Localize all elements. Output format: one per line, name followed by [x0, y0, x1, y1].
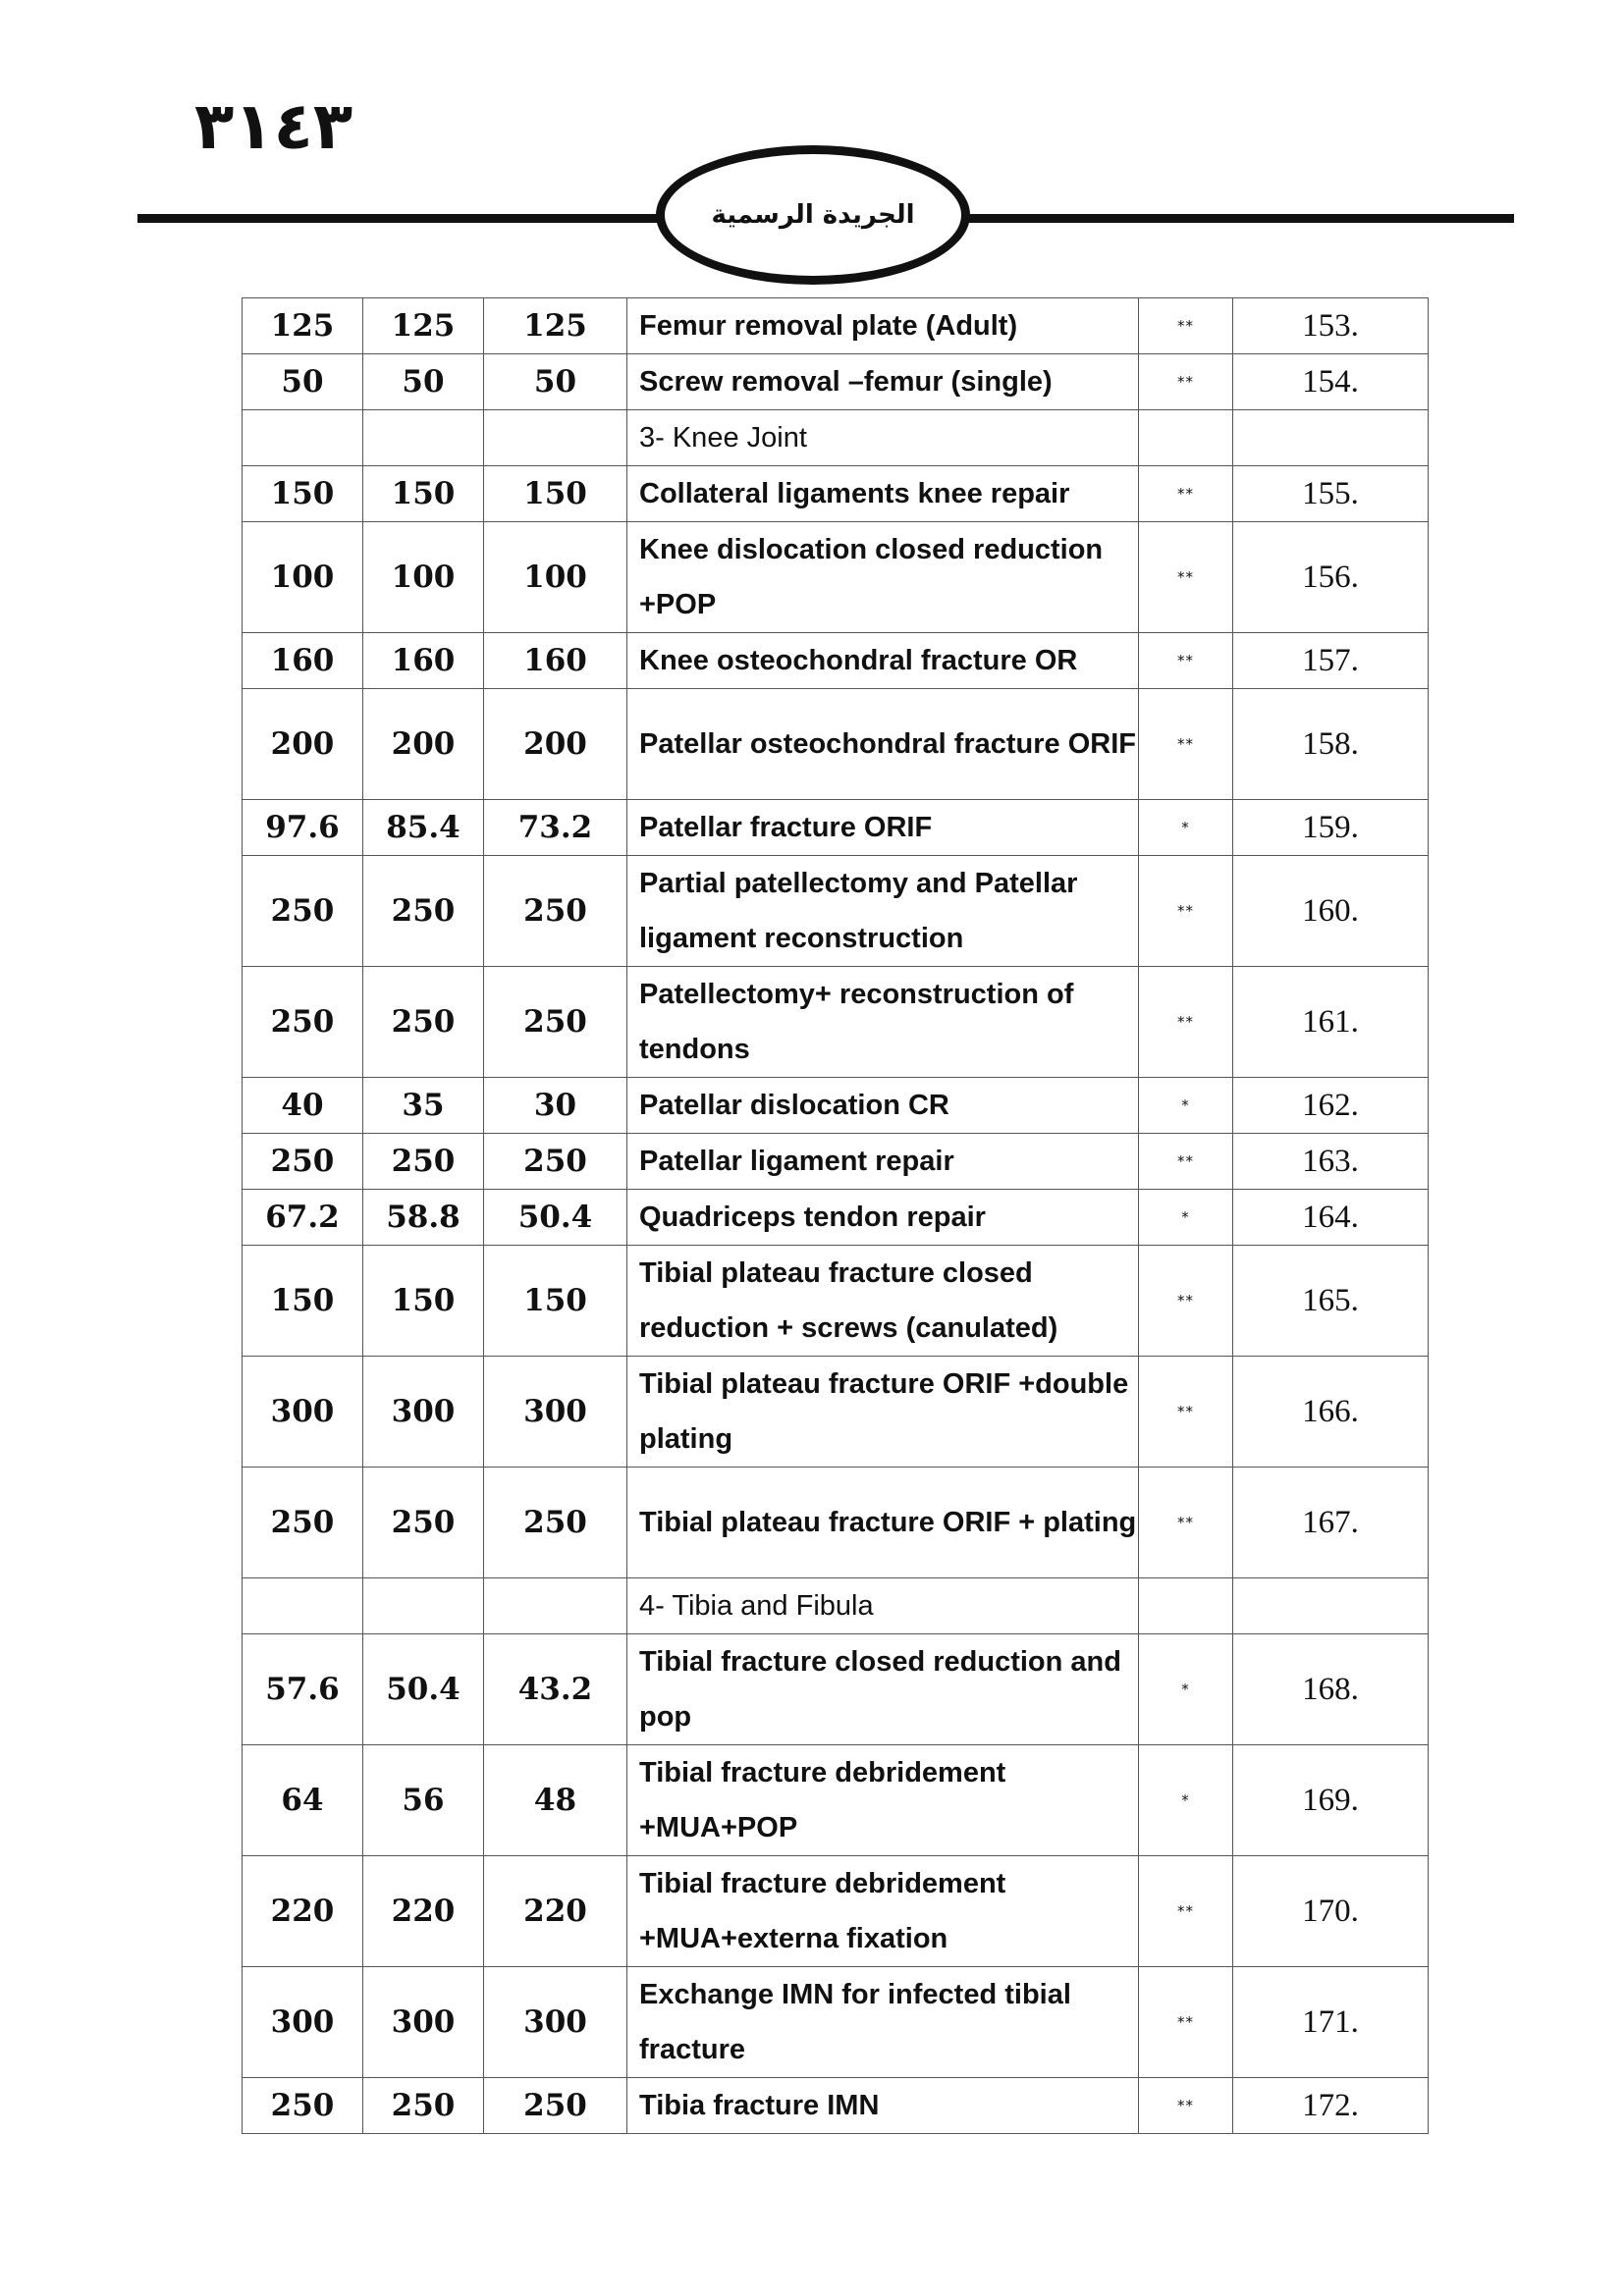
item-number: 167. [1233, 1468, 1429, 1578]
price-grade-2: 250 [363, 856, 484, 967]
table-row [243, 689, 1429, 800]
description-text: Patellar fracture ORIF [639, 812, 933, 843]
item-number: 154. [1233, 354, 1429, 410]
fee-table-body [243, 298, 1429, 2134]
page-number: ٣١٤٣ [194, 88, 353, 164]
price-grade-1: 50 [484, 354, 627, 410]
description-text: Quadriceps tendon repair [639, 1201, 986, 1233]
table-row [243, 298, 1429, 354]
price-cell-empty [243, 410, 363, 466]
table-row [243, 1856, 1429, 1967]
category-marker: ** [1139, 466, 1233, 522]
description-text: Partial patellectomy and Patellar ligament reconstruction [639, 868, 1078, 954]
item-number: 164. [1233, 1190, 1429, 1246]
price-grade-1: 250 [484, 2078, 627, 2134]
price-cell-empty [243, 1578, 363, 1634]
section-row [243, 1578, 1429, 1634]
price-grade-3: 250 [243, 1134, 363, 1190]
price-grade-2: 56 [363, 1745, 484, 1856]
price-grade-1: 220 [484, 1856, 627, 1967]
price-grade-1: 30 [484, 1078, 627, 1134]
item-number: 172. [1233, 2078, 1429, 2134]
procedure-description [627, 2078, 1139, 2134]
price-grade-1: 150 [484, 1246, 627, 1357]
procedure-description [627, 856, 1139, 967]
table-row [243, 1468, 1429, 1578]
category-marker: ** [1139, 1357, 1233, 1468]
item-number: 166. [1233, 1357, 1429, 1468]
item-number: 156. [1233, 522, 1429, 633]
price-grade-2: 85.4 [363, 800, 484, 856]
procedure-description [627, 522, 1139, 633]
price-cell-empty [363, 1578, 484, 1634]
category-marker: ** [1139, 1468, 1233, 1578]
procedure-description [627, 1856, 1139, 1967]
description-text: Tibial fracture debridement +MUA+externa fixation [639, 1868, 1006, 1954]
table-row [243, 466, 1429, 522]
procedure-description [627, 298, 1139, 354]
price-grade-2: 50.4 [363, 1634, 484, 1745]
price-grade-2: 300 [363, 1357, 484, 1468]
category-marker: ** [1139, 1967, 1233, 2078]
price-grade-3: 300 [243, 1967, 363, 2078]
index-cell-empty [1233, 1578, 1429, 1634]
table-row [243, 1745, 1429, 1856]
item-number: 163. [1233, 1134, 1429, 1190]
price-grade-1: 100 [484, 522, 627, 633]
procedure-description [627, 1134, 1139, 1190]
procedure-description [627, 1745, 1139, 1856]
price-grade-1: 250 [484, 1134, 627, 1190]
price-grade-2: 100 [363, 522, 484, 633]
description-text: Screw removal –femur (single) [639, 366, 1053, 398]
description-text: Exchange IMN for infected tibial fracture [639, 1979, 1071, 2065]
price-grade-2: 160 [363, 633, 484, 689]
table-row [243, 1246, 1429, 1357]
price-grade-3: 250 [243, 967, 363, 1078]
category-marker: ** [1139, 2078, 1233, 2134]
gazette-title: الجريدة الرسمية [711, 200, 915, 230]
price-grade-2: 200 [363, 689, 484, 800]
description-text: Knee osteochondral fracture OR [639, 645, 1078, 676]
price-grade-2: 300 [363, 1967, 484, 2078]
description-text: Patellar ligament repair [639, 1146, 954, 1177]
header-rule-right [962, 214, 1514, 223]
procedure-description [627, 1967, 1139, 2078]
price-grade-1: 300 [484, 1967, 627, 2078]
category-marker: * [1139, 1745, 1233, 1856]
price-grade-1: 73.2 [484, 800, 627, 856]
price-grade-3: 300 [243, 1357, 363, 1468]
category-marker: * [1139, 1078, 1233, 1134]
table-row [243, 633, 1429, 689]
table-row [243, 1190, 1429, 1246]
price-grade-3: 100 [243, 522, 363, 633]
description-text: Femur removal plate (Adult) [639, 310, 1018, 342]
price-grade-2: 35 [363, 1078, 484, 1134]
price-grade-2: 250 [363, 1134, 484, 1190]
item-number: 162. [1233, 1078, 1429, 1134]
description-text: Patellar osteochondral fracture ORIF [639, 728, 1137, 760]
price-grade-3: 97.6 [243, 800, 363, 856]
procedure-description [627, 1078, 1139, 1134]
description-text: Patellectomy+ reconstruction of tendons [639, 979, 1074, 1065]
procedure-description [627, 1634, 1139, 1745]
category-marker: ** [1139, 354, 1233, 410]
description-text: Patellar dislocation CR [639, 1090, 949, 1121]
price-grade-1: 300 [484, 1357, 627, 1468]
table-row [243, 967, 1429, 1078]
price-cell-empty [484, 1578, 627, 1634]
procedure-description [627, 1246, 1139, 1357]
table-row [243, 800, 1429, 856]
price-grade-2: 250 [363, 1468, 484, 1578]
fee-table [242, 297, 1429, 2134]
price-grade-3: 250 [243, 856, 363, 967]
price-grade-2: 50 [363, 354, 484, 410]
category-marker: ** [1139, 1856, 1233, 1967]
item-number: 169. [1233, 1745, 1429, 1856]
price-grade-3: 125 [243, 298, 363, 354]
item-number: 155. [1233, 466, 1429, 522]
table-row [243, 856, 1429, 967]
price-grade-2: 250 [363, 2078, 484, 2134]
price-grade-2: 150 [363, 466, 484, 522]
table-row [243, 1634, 1429, 1745]
category-marker: ** [1139, 522, 1233, 633]
item-number: 161. [1233, 967, 1429, 1078]
price-grade-1: 43.2 [484, 1634, 627, 1745]
description-text: Tibial plateau fracture closed reduction + screws (canulated) [639, 1257, 1058, 1344]
table-row [243, 1134, 1429, 1190]
item-number: 160. [1233, 856, 1429, 967]
price-grade-3: 250 [243, 1468, 363, 1578]
category-marker: ** [1139, 967, 1233, 1078]
price-grade-2: 125 [363, 298, 484, 354]
price-grade-2: 150 [363, 1246, 484, 1357]
procedure-description [627, 354, 1139, 410]
category-marker: ** [1139, 1246, 1233, 1357]
item-number: 165. [1233, 1246, 1429, 1357]
price-grade-3: 220 [243, 1856, 363, 1967]
category-marker: ** [1139, 856, 1233, 967]
item-number: 168. [1233, 1634, 1429, 1745]
section-heading [627, 410, 1139, 466]
item-number: 157. [1233, 633, 1429, 689]
price-grade-2: 220 [363, 1856, 484, 1967]
procedure-description [627, 1190, 1139, 1246]
description-text: Tibia fracture IMN [639, 2090, 880, 2121]
price-grade-1: 150 [484, 466, 627, 522]
category-marker: * [1139, 1190, 1233, 1246]
section-row [243, 410, 1429, 466]
table-row [243, 522, 1429, 633]
price-grade-1: 250 [484, 1468, 627, 1578]
grade-cell-empty [1139, 410, 1233, 466]
description-text: Tibial fracture closed reduction and pop [639, 1646, 1121, 1733]
category-marker: ** [1139, 1134, 1233, 1190]
price-grade-3: 250 [243, 2078, 363, 2134]
price-grade-1: 50.4 [484, 1190, 627, 1246]
procedure-description [627, 967, 1139, 1078]
procedure-description [627, 466, 1139, 522]
category-marker: ** [1139, 298, 1233, 354]
category-marker: * [1139, 1634, 1233, 1745]
header-rule-left [137, 214, 660, 223]
procedure-description [627, 633, 1139, 689]
description-text: Collateral ligaments knee repair [639, 478, 1070, 509]
price-grade-1: 48 [484, 1745, 627, 1856]
table-row [243, 1078, 1429, 1134]
category-marker: * [1139, 800, 1233, 856]
gazette-title-oval [656, 145, 970, 285]
price-grade-3: 40 [243, 1078, 363, 1134]
price-grade-3: 150 [243, 1246, 363, 1357]
price-grade-2: 250 [363, 967, 484, 1078]
price-grade-1: 160 [484, 633, 627, 689]
section-heading [627, 1578, 1139, 1634]
price-grade-3: 50 [243, 354, 363, 410]
price-grade-1: 250 [484, 967, 627, 1078]
price-grade-3: 150 [243, 466, 363, 522]
price-grade-2: 58.8 [363, 1190, 484, 1246]
table-row [243, 354, 1429, 410]
category-marker: ** [1139, 633, 1233, 689]
description-text: Tibial plateau fracture ORIF + plating [639, 1507, 1137, 1538]
price-grade-3: 67.2 [243, 1190, 363, 1246]
category-marker: ** [1139, 689, 1233, 800]
procedure-description [627, 1357, 1139, 1468]
item-number: 158. [1233, 689, 1429, 800]
price-grade-3: 200 [243, 689, 363, 800]
price-grade-1: 250 [484, 856, 627, 967]
grade-cell-empty [1139, 1578, 1233, 1634]
item-number: 171. [1233, 1967, 1429, 2078]
price-grade-1: 125 [484, 298, 627, 354]
item-number: 153. [1233, 298, 1429, 354]
item-number: 159. [1233, 800, 1429, 856]
description-text: 4- Tibia and Fibula [639, 1590, 874, 1622]
price-cell-empty [363, 410, 484, 466]
procedure-description [627, 800, 1139, 856]
description-text: Tibial fracture debridement +MUA+POP [639, 1757, 1006, 1843]
table-row [243, 1357, 1429, 1468]
price-grade-3: 57.6 [243, 1634, 363, 1745]
table-row [243, 2078, 1429, 2134]
index-cell-empty [1233, 410, 1429, 466]
description-text: Knee dislocation closed reduction +POP [639, 534, 1104, 620]
price-grade-1: 200 [484, 689, 627, 800]
table-row [243, 1967, 1429, 2078]
procedure-description [627, 1468, 1139, 1578]
description-text: 3- Knee Joint [639, 422, 807, 454]
item-number: 170. [1233, 1856, 1429, 1967]
procedure-description [627, 689, 1139, 800]
price-cell-empty [484, 410, 627, 466]
price-grade-3: 64 [243, 1745, 363, 1856]
description-text: Tibial plateau fracture ORIF +double plating [639, 1368, 1129, 1455]
price-grade-3: 160 [243, 633, 363, 689]
